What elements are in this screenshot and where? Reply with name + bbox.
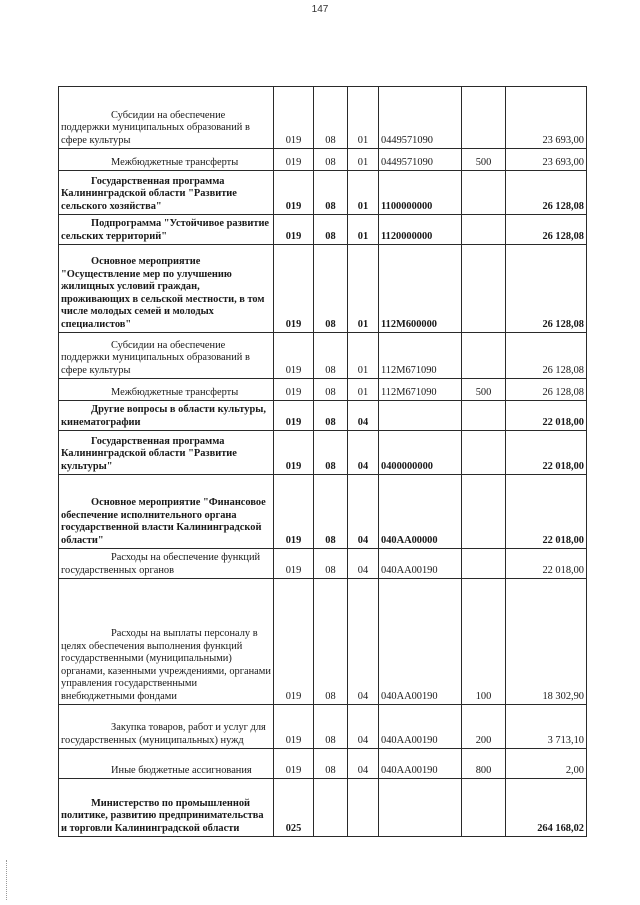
expense-type-cell [462,215,506,245]
subsection-code-cell: 04 [348,579,379,705]
amount-cell: 26 128,08 [506,379,587,401]
ministry-code-cell: 019 [274,171,314,215]
section-code-cell: 08 [314,171,348,215]
amount-cell: 264 168,02 [506,779,587,837]
table-row [59,779,587,837]
target-article-cell: 040AA00000 [379,475,462,549]
section-code-cell: 08 [314,431,348,475]
amount-cell: 2,00 [506,749,587,779]
ministry-code-cell: 019 [274,401,314,431]
amount-cell: 26 128,08 [506,245,587,333]
table-row [59,171,587,215]
expense-type-cell [462,779,506,837]
subsection-code-cell: 04 [348,401,379,431]
ministry-code-cell: 019 [274,379,314,401]
ministry-code-cell: 019 [274,705,314,749]
row-name-text: Государственная программа Калининградской области "Развитие сельского хозяйства" [61,175,237,212]
expense-type-cell: 800 [462,749,506,779]
subsection-code-cell: 04 [348,475,379,549]
amount-cell: 22 018,00 [506,549,587,579]
ministry-code-cell: 019 [274,87,314,149]
table-row [59,245,587,333]
ministry-code-cell: 019 [274,475,314,549]
amount-cell: 22 018,00 [506,401,587,431]
expense-type-cell [462,475,506,549]
ministry-code-cell: 025 [274,779,314,837]
row-name-cell [59,171,274,215]
section-code-cell: 08 [314,87,348,149]
ministry-code-cell: 019 [274,549,314,579]
row-name-cell [59,705,274,749]
row-name-text: Межбюджетные трансферты [111,156,239,168]
budget-table [58,86,587,837]
table-row [59,431,587,475]
amount-cell: 26 128,08 [506,171,587,215]
row-name-text: Основное мероприятие "Финансовое обеспечение исполнительного органа государственной власти Калининградской области" [61,497,266,546]
subsection-code-cell: 01 [348,379,379,401]
table-row [59,401,587,431]
amount-cell: 23 693,00 [506,149,587,171]
row-name-cell [59,749,274,779]
row-name-text: Государственная программа Калининградской области "Развитие культуры" [61,435,237,472]
ministry-code-cell: 019 [274,215,314,245]
subsection-code-cell: 04 [348,549,379,579]
row-name-cell [59,475,274,549]
expense-type-cell [462,549,506,579]
table-row [59,705,587,749]
row-name-text: Основное мероприятие "Осуществление мер по улучшению жилищных условий граждан, проживающих в сельской местности, в том числе молодых семей и молодых специалистов" [61,256,265,330]
subsection-code-cell: 01 [348,333,379,379]
table-row [59,549,587,579]
target-article-cell [379,401,462,431]
subsection-code-cell: 01 [348,215,379,245]
section-code-cell: 08 [314,705,348,749]
subsection-code-cell [348,779,379,837]
expense-type-cell [462,333,506,379]
table-row [59,149,587,171]
subsection-code-cell: 01 [348,245,379,333]
target-article-cell: 112M600000 [379,245,462,333]
row-name-text: Подпрограмма "Устойчивое развитие сельских территорий" [61,218,270,242]
target-article-cell: 040AA00190 [379,579,462,705]
target-article-cell: 1100000000 [379,171,462,215]
amount-cell: 22 018,00 [506,431,587,475]
subsection-code-cell: 01 [348,171,379,215]
target-article-cell: 112M671090 [379,379,462,401]
row-name-text: Субсидии на обеспечение поддержки муниципальных образований в сфере культуры [61,339,250,376]
amount-cell: 22 018,00 [506,475,587,549]
target-article-cell: 0400000000 [379,431,462,475]
amount-cell: 18 302,90 [506,579,587,705]
target-article-cell: 112M671090 [379,333,462,379]
section-code-cell: 08 [314,245,348,333]
section-code-cell: 08 [314,579,348,705]
page-number: 147 [311,4,329,15]
section-code-cell: 08 [314,549,348,579]
expense-type-cell [462,431,506,475]
ministry-code-cell: 019 [274,431,314,475]
table-row [59,87,587,149]
row-name-cell [59,87,274,149]
row-name-text: Межбюджетные трансферты [111,386,239,398]
subsection-code-cell: 04 [348,749,379,779]
table-row [59,749,587,779]
section-code-cell: 08 [314,401,348,431]
table-row [59,475,587,549]
section-code-cell: 08 [314,475,348,549]
binding-margin-mark [6,860,8,900]
row-name-text: Расходы на выплаты персоналу в целях обеспечения выполнения функций государственными (муниципальными) органами, казенными учреждениями, органами управления государственными внебюджетными фондами [61,628,271,702]
amount-cell: 23 693,00 [506,87,587,149]
amount-cell: 26 128,08 [506,333,587,379]
target-article-cell: 040AA00190 [379,549,462,579]
row-name-cell [59,333,274,379]
expense-type-cell: 500 [462,379,506,401]
target-article-cell [379,779,462,837]
target-article-cell: 1120000000 [379,215,462,245]
row-name-cell [59,549,274,579]
row-name-cell [59,401,274,431]
subsection-code-cell: 04 [348,431,379,475]
target-article-cell: 040AA00190 [379,705,462,749]
expense-type-cell: 200 [462,705,506,749]
row-name-text: Другие вопросы в области культуры, кинематографии [61,404,266,428]
expense-type-cell [462,87,506,149]
amount-cell: 3 713,10 [506,705,587,749]
subsection-code-cell: 04 [348,705,379,749]
row-name-text: Субсидии на обеспечение поддержки муниципальных образований в сфере культуры [61,109,250,146]
expense-type-cell [462,171,506,215]
row-name-text: Министерство по промышленной политике, развитию предпринимательства и торговли Калининградской области [61,797,264,834]
ministry-code-cell: 019 [274,149,314,171]
ministry-code-cell: 019 [274,579,314,705]
target-article-cell: 0449571090 [379,149,462,171]
row-name-cell [59,779,274,837]
table-row [59,579,587,705]
table-row [59,333,587,379]
row-name-cell [59,431,274,475]
row-name-text: Расходы на обеспечение функций государственных органов [61,552,261,576]
row-name-text: Закупка товаров, работ и услуг для государственных (муниципальных) нужд [61,722,266,746]
row-name-cell [59,379,274,401]
row-name-cell [59,215,274,245]
section-code-cell: 08 [314,215,348,245]
row-name-cell [59,149,274,171]
row-name-cell [59,579,274,705]
subsection-code-cell: 01 [348,149,379,171]
row-name-cell [59,245,274,333]
section-code-cell: 08 [314,149,348,171]
table-row [59,379,587,401]
expense-type-cell: 100 [462,579,506,705]
amount-cell: 26 128,08 [506,215,587,245]
row-name-text: Иные бюджетные ассигнования [111,764,252,776]
section-code-cell: 08 [314,749,348,779]
section-code-cell: 08 [314,379,348,401]
section-code-cell [314,779,348,837]
subsection-code-cell: 01 [348,87,379,149]
expense-type-cell [462,401,506,431]
ministry-code-cell: 019 [274,333,314,379]
target-article-cell: 0449571090 [379,87,462,149]
expense-type-cell: 500 [462,149,506,171]
expense-type-cell [462,245,506,333]
section-code-cell: 08 [314,333,348,379]
ministry-code-cell: 019 [274,749,314,779]
table-row [59,215,587,245]
table-body [59,87,587,837]
ministry-code-cell: 019 [274,245,314,333]
target-article-cell: 040AA00190 [379,749,462,779]
